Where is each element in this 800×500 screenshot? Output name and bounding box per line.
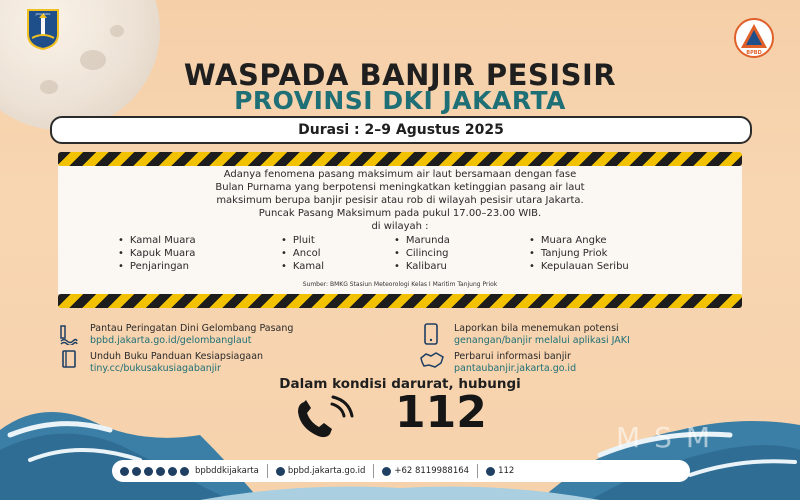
globe-icon bbox=[276, 467, 285, 476]
guidebook-link[interactable]: tiny.cc/bukusakusiagabanjir bbox=[90, 363, 221, 374]
hotline-segment bbox=[478, 464, 522, 478]
instagram-icon[interactable] bbox=[120, 467, 129, 476]
hotline-number[interactable]: 112 bbox=[498, 466, 515, 476]
main-title: WASPADA BANJIR PESISIR bbox=[183, 58, 617, 92]
description-line: Bulan Purnama yang berpotensi meningkatkan ketinggian pasang air laut bbox=[215, 182, 585, 193]
sub-title: PROVINSI DKI JAKARTA bbox=[234, 86, 566, 115]
early-warning-link[interactable]: bpbd.jakarta.go.id/gelombanglaut bbox=[90, 335, 252, 346]
hotline-icon bbox=[486, 467, 495, 476]
hazard-stripe-top bbox=[58, 152, 742, 166]
area-item: • Cilincing bbox=[394, 247, 450, 260]
area-item: • Kapuk Muara bbox=[118, 247, 196, 260]
description-line: maksimum berupa banjir pesisir atau rob di wilayah pesisir utara Jakarta. bbox=[216, 195, 584, 206]
area-item: • Ancol bbox=[281, 247, 324, 260]
source-note: Sumber: BMKG Stasiun Meteorologi Kelas I Maritim Tanjung Priok bbox=[302, 281, 498, 288]
whatsapp-number[interactable]: +62 8119988164 bbox=[394, 466, 470, 476]
jaki-app-text[interactable]: genangan/banjir melalui aplikasi JAKI bbox=[454, 335, 630, 346]
area-list-col2 bbox=[281, 234, 324, 273]
description-line: di wilayah : bbox=[371, 221, 429, 232]
area-item: • Tanjung Priok bbox=[529, 247, 629, 260]
water-level-icon bbox=[60, 325, 78, 345]
x-icon[interactable] bbox=[132, 467, 141, 476]
book-icon bbox=[62, 350, 76, 368]
flood-monitor-link[interactable]: pantaubanjir.jakarta.go.id bbox=[454, 363, 577, 374]
bpbd-logo-text: BPBD bbox=[746, 50, 762, 56]
info-title: Pantau Peringatan Dini Gelombang Pasang bbox=[90, 323, 294, 334]
jakarta-map-icon bbox=[420, 352, 444, 368]
youtube-icon[interactable] bbox=[168, 467, 177, 476]
facebook-icon[interactable] bbox=[144, 467, 153, 476]
social-handle[interactable]: bpbddkijakarta bbox=[195, 466, 259, 476]
info-title: Unduh Buku Panduan Kesiapsiagaan bbox=[90, 351, 264, 362]
area-item: • Pluit bbox=[281, 234, 324, 247]
threads-icon[interactable] bbox=[180, 467, 189, 476]
social-segment bbox=[112, 464, 268, 478]
phone-call-icon bbox=[292, 394, 374, 442]
area-item: • Kamal Muara bbox=[118, 234, 196, 247]
info-report bbox=[454, 323, 630, 347]
emergency-label: Dalam kondisi darurat, hubungi bbox=[279, 376, 521, 392]
area-item: • Marunda bbox=[394, 234, 450, 247]
emblem-text: JAYA RAYA bbox=[35, 12, 51, 16]
bpbd-logo bbox=[734, 18, 774, 58]
emergency-number[interactable]: 112 bbox=[395, 387, 487, 438]
info-flood-update bbox=[454, 351, 576, 375]
smartphone-icon bbox=[424, 323, 438, 345]
area-list-col1 bbox=[118, 234, 196, 273]
website-segment bbox=[268, 464, 374, 478]
watermark: MSM bbox=[616, 421, 725, 454]
info-title: Perbarui informasi banjir bbox=[454, 351, 571, 362]
description-paragraph bbox=[68, 168, 732, 233]
hazard-stripe-bottom bbox=[58, 294, 742, 308]
area-item: • Penjaringan bbox=[118, 260, 196, 273]
duration-banner: Durasi : 2–9 Agustus 2025 bbox=[50, 116, 752, 144]
contact-footer bbox=[112, 460, 690, 482]
whatsapp-icon bbox=[382, 467, 391, 476]
jakarta-emblem-logo bbox=[26, 8, 60, 50]
info-title: Laporkan bila menemukan potensi bbox=[454, 323, 619, 334]
area-item: • Kamal bbox=[281, 260, 324, 273]
info-early-warning bbox=[90, 323, 293, 347]
area-item: • Muara Angke bbox=[529, 234, 629, 247]
tiktok-icon[interactable] bbox=[156, 467, 165, 476]
description-line: Puncak Pasang Maksimum pada pukul 17.00–23.00 WIB. bbox=[258, 208, 542, 219]
area-item: • Kepulauan Seribu bbox=[529, 260, 629, 273]
area-list-col3 bbox=[394, 234, 450, 273]
description-line: Adanya fenomena pasang maksimum air laut bersamaan dengan fase bbox=[223, 169, 577, 180]
website-link[interactable]: bpbd.jakarta.go.id bbox=[287, 466, 366, 476]
whatsapp-segment bbox=[374, 464, 478, 478]
area-list-col4 bbox=[529, 234, 629, 273]
area-item: • Kalibaru bbox=[394, 260, 450, 273]
info-guidebook bbox=[90, 351, 263, 375]
